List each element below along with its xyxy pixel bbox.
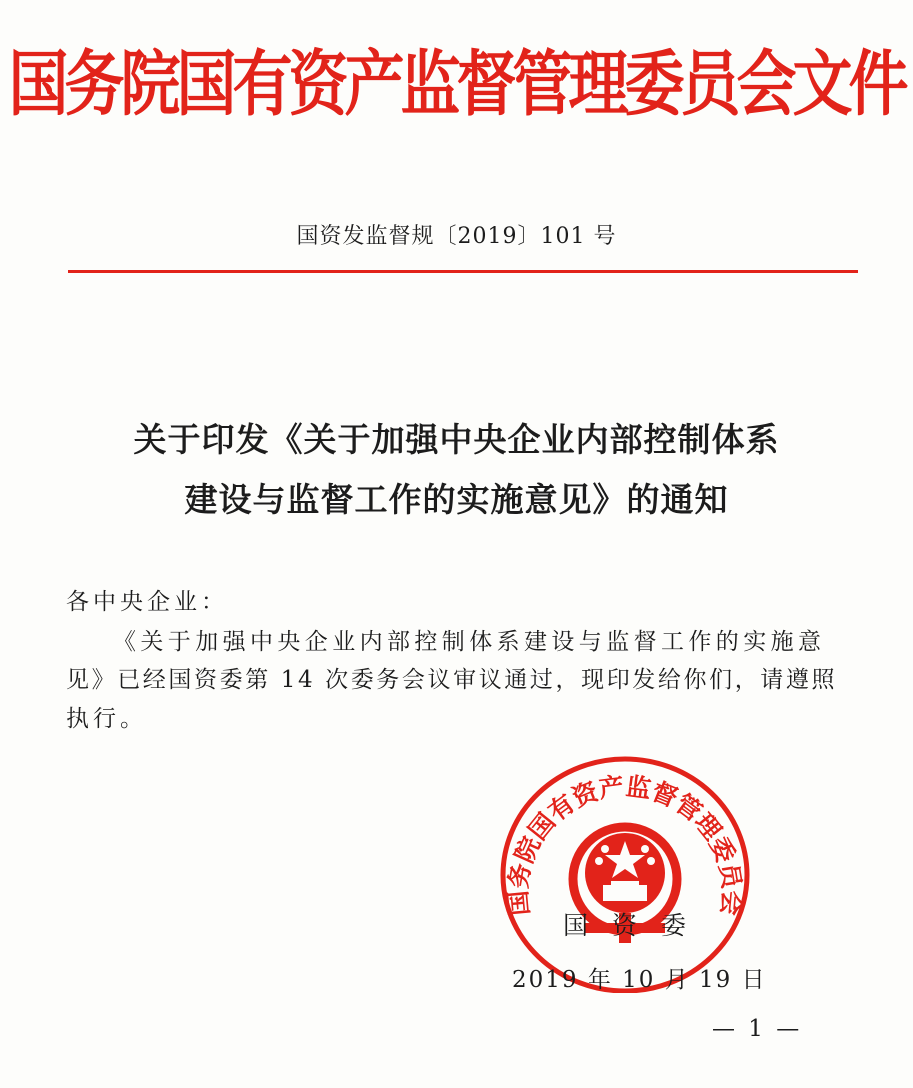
body-text-line-2: 见》已经国资委第 14 次委务会议审议通过，现印发给你们，请遵照: [66, 667, 838, 693]
salutation: 各中央企业：: [66, 589, 228, 615]
notice-title-line-2: 建设与监督工作的实施意见》的通知: [184, 480, 729, 519]
document-number: 国资发监督规〔2019〕101 号: [296, 224, 617, 249]
page-number: — 1 —: [712, 1016, 803, 1042]
issuer-signature: 国资委: [563, 911, 711, 940]
red-divider-line: [68, 270, 858, 273]
signing-date: 2019 年 10 月 19 日: [512, 967, 767, 993]
official-seal: [499, 753, 751, 993]
seal-ring-text: 国务院国有资产监督管理委员会: [503, 771, 747, 917]
document-header-title: 国务院国有资产监督管理委员会文件: [8, 43, 905, 127]
body-text-line-3: 执行。: [66, 706, 147, 732]
body-text-line-1: 《关于加强中央企业内部控制体系建设与监督工作的实施意: [113, 629, 826, 655]
notice-title-line-1: 关于印发《关于加强中央企业内部控制体系: [133, 420, 780, 459]
